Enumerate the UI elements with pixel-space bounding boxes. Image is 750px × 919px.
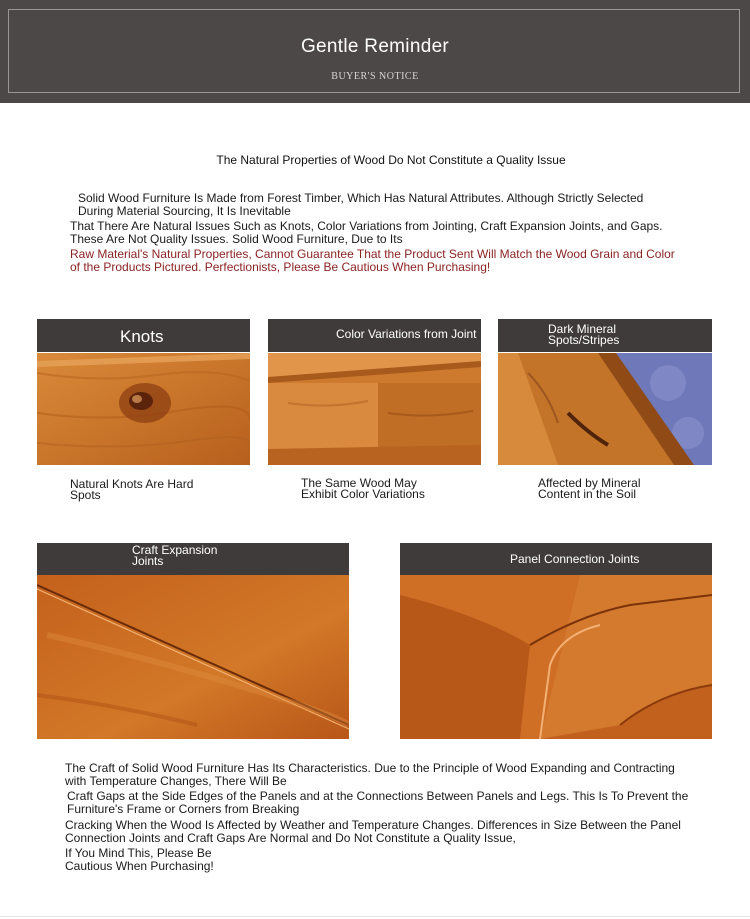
color-variation-photo: [268, 353, 481, 465]
mineral-spots-photo: [498, 353, 712, 465]
card-title-knots: [37, 319, 250, 352]
footer-line: Connection Joints and Craft Gaps Are Normal and Do Not Constitute a Quality Issue,: [65, 831, 516, 845]
card-title-text: Knots: [120, 327, 164, 346]
footer-line: with Temperature Changes, There Will Be: [65, 774, 287, 788]
intro-line: That There Are Natural Issues Such as Knots, Color Variations from Jointing, Craft Expansion Joints, and Gaps.: [70, 219, 663, 233]
footer-line: Cautious When Purchasing!: [65, 859, 214, 873]
footer-line: If You Mind This, Please Be: [65, 846, 212, 860]
warning-line: of the Products Pictured. Perfectionists, Please Be Cautious When Purchasing!: [70, 260, 491, 274]
page-subtitle: BUYER'S NOTICE: [331, 71, 419, 82]
warning-line: Raw Material's Natural Properties, Cannot Guarantee That the Product Sent Will Match the Wood Grain and Color: [70, 247, 675, 261]
card-title-color-variations: [268, 319, 481, 352]
card-title-text: Panel Connection Joints: [510, 552, 640, 566]
card-title-mineral-spots: [498, 319, 712, 352]
header-banner: [0, 0, 750, 103]
intro-line: During Material Sourcing, It Is Inevitable: [78, 204, 291, 218]
footer-line: Craft Gaps at the Side Edges of the Panels and at the Connections Between Panels and Legs. This Is To Prevent the: [67, 789, 689, 803]
page-title: Gentle Reminder: [300, 36, 450, 57]
card-title-text: Color Variations from Joint: [336, 327, 477, 341]
card-title-expansion-joints: [37, 543, 349, 575]
expansion-joints-photo: [37, 575, 349, 739]
headline: The Natural Properties of Wood Do Not Constitute a Quality Issue: [216, 153, 566, 167]
footer-line: Cracking When the Wood Is Affected by Weather and Temperature Changes. Differences in Size Between the Panel: [65, 818, 681, 832]
card-caption: The Same Wood May Exhibit Color Variations: [301, 476, 425, 501]
footer-line: Furniture's Frame or Corners from Breaking: [67, 802, 300, 816]
panel-joints-photo: [400, 575, 712, 739]
card-caption: Affected by Mineral Content in the Soil: [538, 476, 641, 501]
card-title-text: Craft Expansion Joints: [132, 543, 218, 568]
footer-line: The Craft of Solid Wood Furniture Has Its Characteristics. Due to the Principle of Wood Expanding and Contracting: [65, 761, 675, 775]
card-caption: Natural Knots Are Hard Spots: [70, 477, 194, 502]
card-title-panel-joints: [400, 543, 712, 575]
card-title-text: Dark Mineral Spots/Stripes: [548, 322, 620, 347]
bottom-divider: [0, 916, 750, 917]
intro-line: These Are Not Quality Issues. Solid Wood Furniture, Due to Its: [70, 232, 403, 246]
intro-line: Solid Wood Furniture Is Made from Forest Timber, Which Has Natural Attributes. Although Strictly Selected: [78, 191, 644, 205]
knot-photo: [37, 353, 250, 465]
